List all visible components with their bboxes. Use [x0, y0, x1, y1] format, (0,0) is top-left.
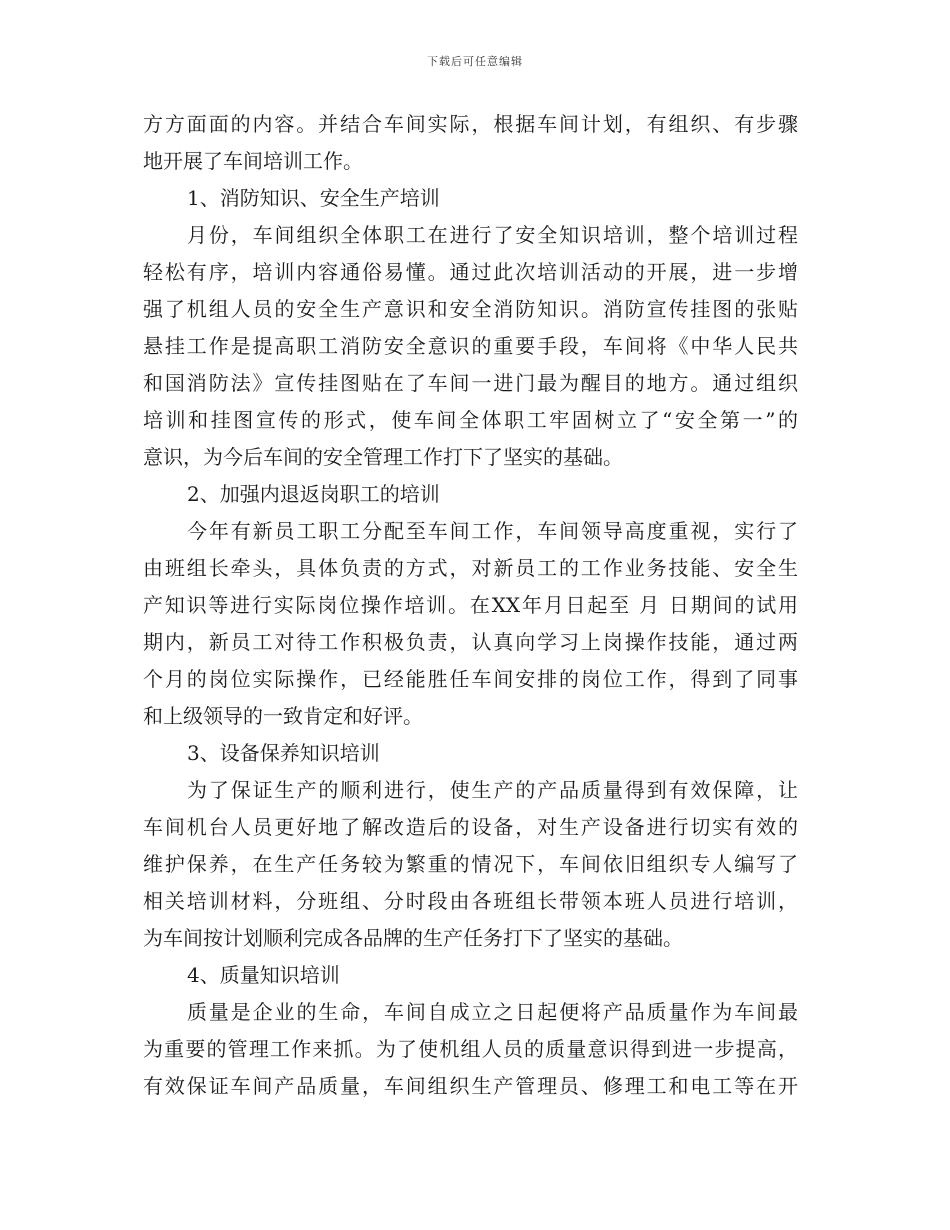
text-line: 意识，为今后车间的安全管理工作打下了坚实的基础。	[143, 445, 623, 469]
text-line: 维护保养，在生产任务较为繁重的情况下，车间依旧组织专人编写了	[143, 852, 798, 876]
section-heading: 3、设备保养知识培训	[187, 741, 380, 765]
text-line: 方方面面的内容。并结合车间实际，根据车间计划，有组织、有步骤	[143, 112, 798, 136]
text-line: 个月的岗位实际操作，已经能胜任车间安排的岗位工作，得到了同事	[143, 667, 798, 691]
text-line: 产知识等进行实际岗位操作培训。在XX年月日起至 月 日期间的试用	[143, 593, 798, 617]
section-heading: 4、质量知识培训	[187, 963, 340, 987]
text-line: 期内，新员工对待工作积极负责，认真向学习上岗操作技能，通过两	[143, 630, 798, 654]
text-line: 相关培训材料，分班组、分时段由各班组长带领本班人员进行培训，	[143, 889, 798, 913]
text-line: 有效保证车间产品质量，车间组织生产管理员、修理工和电工等在开	[143, 1074, 798, 1098]
text-line: 和上级领导的一致肯定和好评。	[143, 704, 423, 728]
text-line: 培训和挂图宣传的形式，使车间全体职工牢固树立了“安全第一”的	[143, 408, 798, 432]
text-line: 今年有新员工职工分配至车间工作，车间领导高度重视，实行了	[187, 519, 798, 543]
text-line: 为重要的管理工作来抓。为了使机组人员的质量意识得到进一步提高，	[143, 1037, 798, 1061]
text-line: 车间机台人员更好地了解改造后的设备，对生产设备进行切实有效的	[143, 815, 798, 839]
text-line: 轻松有序，培训内容通俗易懂。通过此次培训活动的开展，进一步增	[143, 260, 798, 284]
section-heading: 2、加强内退返岗职工的培训	[187, 482, 440, 506]
text-line: 质量是企业的生命，车间自成立之日起便将产品质量作为车间最	[187, 1000, 798, 1024]
text-line: 地开展了车间培训工作。	[143, 149, 363, 173]
text-line: 和国消防法》宣传挂图贴在了车间一进门最为醒目的地方。通过组织	[143, 371, 798, 395]
page-header: 下载后可任意编辑	[427, 55, 523, 68]
document-body	[143, 106, 798, 1105]
text-line: 为车间按计划顺利完成各品牌的生产任务打下了坚实的基础。	[143, 926, 683, 950]
text-line: 为了保证生产的顺利进行，使生产的产品质量得到有效保障，让	[187, 778, 798, 802]
text-line: 强了机组人员的安全生产意识和安全消防知识。消防宣传挂图的张贴	[143, 297, 798, 321]
text-line: 悬挂工作是提高职工消防安全意识的重要手段，车间将《中华人民共	[143, 334, 798, 358]
text-line: 月份，车间组织全体职工在进行了安全知识培训，整个培训过程	[187, 223, 798, 247]
text-line: 由班组长牵头，具体负责的方式，对新员工的工作业务技能、安全生	[143, 556, 798, 580]
section-heading: 1、消防知识、安全生产培训	[187, 186, 440, 210]
